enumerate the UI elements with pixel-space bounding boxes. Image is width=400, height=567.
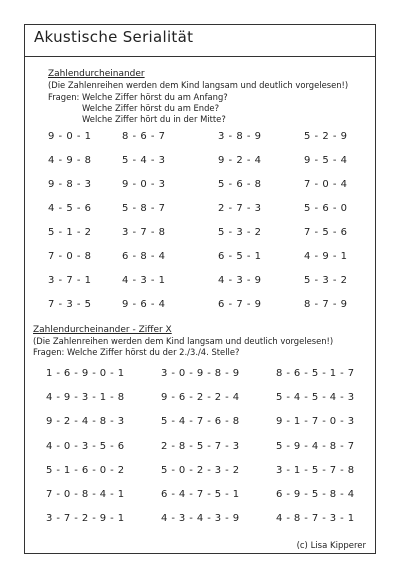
number-sequence: 9 - 2 - 4 bbox=[218, 155, 262, 166]
section2-title: Zahlendurcheinander - Ziffer X bbox=[33, 325, 172, 335]
number-sequence: 9 - 6 - 2 - 2 - 4 bbox=[161, 392, 240, 404]
section1-question-1: Fragen: Welche Ziffer hörst du am Anfang? bbox=[48, 92, 228, 102]
number-sequence: 7 - 0 - 8 - 4 - 1 bbox=[46, 488, 125, 500]
number-sequence: 1 - 6 - 9 - 0 - 1 bbox=[46, 368, 125, 379]
number-row bbox=[46, 489, 376, 513]
number-sequence: 3 - 7 - 1 bbox=[48, 275, 92, 286]
number-row bbox=[48, 275, 368, 299]
number-sequence: 7 - 3 - 5 bbox=[48, 299, 92, 310]
number-row bbox=[48, 131, 368, 155]
number-sequence: 4 - 3 - 4 - 3 - 9 bbox=[161, 513, 240, 525]
number-row bbox=[48, 299, 368, 323]
number-sequence: 6 - 9 - 5 - 8 - 4 bbox=[276, 488, 355, 500]
section2-number-grid bbox=[46, 368, 376, 537]
number-row bbox=[48, 227, 368, 251]
number-sequence: 9 - 6 - 4 bbox=[122, 299, 166, 310]
number-sequence: 7 - 0 - 8 bbox=[48, 251, 92, 262]
number-sequence: 9 - 5 - 4 bbox=[304, 155, 348, 166]
number-sequence: 4 - 9 - 3 - 1 - 8 bbox=[46, 392, 125, 404]
number-sequence: 6 - 4 - 7 - 5 - 1 bbox=[161, 488, 240, 500]
number-sequence: 5 - 4 - 3 bbox=[122, 155, 166, 166]
number-sequence: 9 - 2 - 4 - 8 - 3 bbox=[46, 416, 125, 428]
number-sequence: 4 - 0 - 3 - 5 - 6 bbox=[46, 440, 125, 452]
number-sequence: 3 - 7 - 2 - 9 - 1 bbox=[46, 513, 125, 525]
number-sequence: 9 - 0 - 1 bbox=[48, 131, 92, 142]
number-row bbox=[48, 203, 368, 227]
number-sequence: 8 - 6 - 7 bbox=[122, 131, 166, 142]
number-sequence: 5 - 3 - 2 bbox=[218, 227, 262, 238]
section1-question-2: Welche Ziffer hörst du am Ende? bbox=[82, 103, 220, 113]
number-sequence: 2 - 7 - 3 bbox=[218, 203, 262, 214]
number-sequence: 6 - 5 - 1 bbox=[218, 251, 262, 262]
number-sequence: 4 - 8 - 7 - 3 - 1 bbox=[276, 513, 355, 525]
number-sequence: 3 - 8 - 9 bbox=[218, 131, 262, 142]
number-sequence: 5 - 9 - 4 - 8 - 7 bbox=[276, 440, 355, 452]
number-sequence: 3 - 7 - 8 bbox=[122, 227, 166, 238]
number-row bbox=[46, 513, 376, 537]
number-sequence: 2 - 8 - 5 - 7 - 3 bbox=[161, 440, 240, 452]
section1-question-3: Welche Ziffer hört du in der Mitte? bbox=[82, 114, 226, 124]
number-sequence: 9 - 8 - 3 bbox=[48, 179, 92, 190]
number-sequence: 4 - 3 - 9 bbox=[218, 275, 262, 286]
number-row bbox=[46, 416, 376, 440]
number-sequence: 5 - 6 - 0 bbox=[304, 203, 348, 214]
copyright-footer: (c) Lisa Kipperer bbox=[296, 541, 366, 551]
number-sequence: 7 - 5 - 6 bbox=[304, 227, 348, 238]
section1-instruction: (Die Zahlenreihen werden dem Kind langsam und deutlich vorgelesen!) bbox=[48, 80, 349, 90]
number-sequence: 3 - 1 - 5 - 7 - 8 bbox=[276, 464, 355, 476]
number-sequence: 4 - 5 - 6 bbox=[48, 203, 92, 214]
number-sequence: 5 - 2 - 9 bbox=[304, 131, 348, 142]
number-sequence: 4 - 3 - 1 bbox=[122, 275, 166, 286]
number-sequence: 5 - 0 - 2 - 3 - 2 bbox=[161, 464, 240, 476]
number-sequence: 9 - 1 - 7 - 0 - 3 bbox=[276, 416, 355, 428]
number-sequence: 8 - 7 - 9 bbox=[304, 299, 348, 310]
section2-instruction: (Die Zahlenreihen werden dem Kind langsam und deutlich vorgelesen!) bbox=[33, 336, 334, 346]
number-sequence: 5 - 3 - 2 bbox=[304, 275, 348, 286]
number-sequence: 5 - 4 - 7 - 6 - 8 bbox=[161, 416, 240, 428]
title-divider bbox=[24, 56, 376, 57]
number-sequence: 5 - 6 - 8 bbox=[218, 179, 262, 190]
number-sequence: 6 - 7 - 9 bbox=[218, 299, 262, 310]
number-row bbox=[46, 392, 376, 416]
number-sequence: 6 - 8 - 4 bbox=[122, 251, 166, 262]
number-sequence: 9 - 0 - 3 bbox=[122, 179, 166, 190]
page-title: Akustische Serialität bbox=[34, 28, 194, 46]
number-sequence: 5 - 4 - 5 - 4 - 3 bbox=[276, 392, 355, 404]
section2-question: Fragen: Welche Ziffer hörst du der 2./3./4. Stelle? bbox=[33, 347, 240, 357]
number-row bbox=[48, 251, 368, 275]
number-sequence: 8 - 6 - 5 - 1 - 7 bbox=[276, 368, 355, 379]
section1-title: Zahlendurcheinander bbox=[48, 69, 145, 79]
number-sequence: 5 - 1 - 2 bbox=[48, 227, 92, 238]
number-sequence: 5 - 8 - 7 bbox=[122, 203, 166, 214]
number-sequence: 5 - 1 - 6 - 0 - 2 bbox=[46, 464, 125, 476]
number-row bbox=[48, 179, 368, 203]
number-sequence: 4 - 9 - 8 bbox=[48, 155, 92, 166]
number-row bbox=[48, 155, 368, 179]
number-row bbox=[46, 368, 376, 392]
number-sequence: 4 - 9 - 1 bbox=[304, 251, 348, 262]
number-row bbox=[46, 465, 376, 489]
number-sequence: 3 - 0 - 9 - 8 - 9 bbox=[161, 368, 240, 379]
number-sequence: 7 - 0 - 4 bbox=[304, 179, 348, 190]
section1-number-grid bbox=[48, 131, 368, 323]
number-row bbox=[46, 441, 376, 465]
